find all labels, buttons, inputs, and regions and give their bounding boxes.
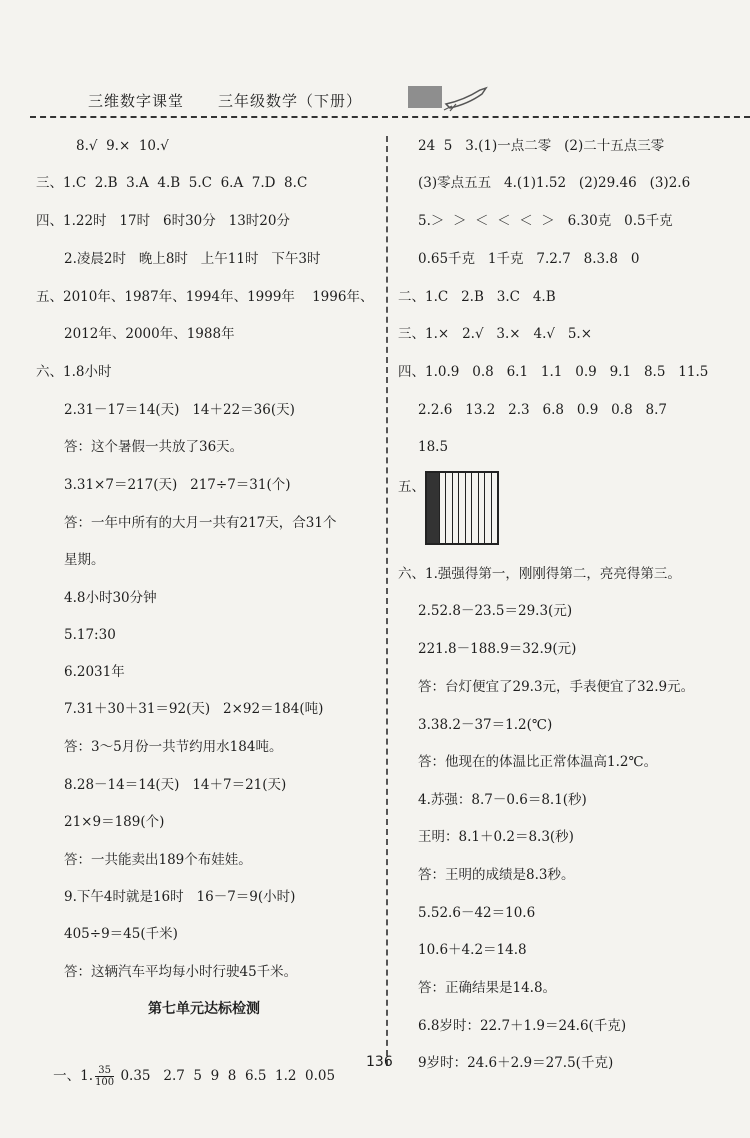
answer-line: 5.52.6－42＝10.6: [418, 905, 536, 921]
answer-line: 8.28－14＝14(天) 14＋7＝21(天): [64, 777, 287, 793]
answer-line: 答：正确结果是14.8。: [418, 980, 557, 996]
answer-line: 4.苏强：8.7－0.6＝8.1(秒): [418, 792, 587, 808]
answer-line: 7.31＋30＋31＝92(天) 2×92＝184(吨): [64, 701, 324, 717]
answer-line: 二、1.C 2.B 3.C 4.B: [398, 289, 556, 305]
answer-line: 24 5 3.(1)一点二零 (2)二十五点三零: [418, 138, 665, 154]
header-dashed-rule: [30, 116, 750, 118]
answer-line: 21×9＝189(个): [64, 814, 165, 830]
answer-rest: 0.35 2.7 5 9 8 6.5 1.2 0.05: [116, 1068, 336, 1084]
answer-line: 8.√ 9.× 10.√: [76, 138, 169, 154]
book-subject-title: 三年级数学（下册）: [218, 92, 363, 110]
book-series-title: 三维数字课堂: [88, 92, 185, 110]
answer-line: 答：一共能卖出189个布娃娃。: [64, 852, 252, 868]
page-number: 136: [366, 1054, 393, 1070]
answer-line: 6.2031年: [64, 664, 125, 680]
fraction-denominator: 100: [95, 1077, 115, 1088]
answer-line: 星期。: [64, 552, 105, 568]
answer-line: 2.31－17＝14(天) 14＋22＝36(天): [64, 402, 295, 418]
answer-line: (3)零点五五 4.(1)1.52 (2)29.46 (3)2.6: [418, 175, 691, 191]
answer-line-fraction: [36, 1040, 335, 1112]
answer-line: 3.38.2－37＝1.2(℃): [418, 717, 553, 733]
answer-line: 9岁时：24.6＋2.9＝27.5(千克): [418, 1055, 614, 1071]
answer-line: 六、1.8小时: [36, 364, 112, 380]
section-title: 第七单元达标检测: [148, 1001, 260, 1017]
answer-line: 5.17:30: [64, 627, 116, 643]
answer-line: 6.8岁时：22.7＋1.9＝24.6(千克): [418, 1018, 627, 1034]
answer-line: 2012年、2000年、1988年: [64, 326, 235, 342]
answer-line: 10.6＋4.2＝14.8: [418, 942, 527, 958]
answer-line: 3.31×7＝217(天) 217÷7＝31(个): [64, 477, 291, 493]
answer-line: 三、1.C 2.B 3.A 4.B 5.C 6.A 7.D 8.C: [36, 175, 308, 191]
answer-line: 2.2.6 13.2 2.3 6.8 0.9 0.8 8.7: [418, 402, 667, 418]
answer-line: 四、1.0.9 0.8 6.1 1.1 0.9 9.1 8.5 11.5: [398, 364, 709, 380]
column-divider: [386, 136, 388, 1066]
header-decor-block: [408, 86, 442, 108]
answer-line: 五、2010年、1987年、1994年、1999年 1996年、: [36, 289, 374, 305]
answer-line: 四、1.22时 17时 6时30分 13时20分: [36, 213, 290, 229]
answer-line: 六、1.强强得第一，刚刚得第二，亮亮得第三。: [398, 566, 681, 582]
fraction-numerator: 35: [95, 1065, 114, 1077]
answer-line: 405÷9＝45(千米): [64, 926, 178, 942]
answer-line: 0.65千克 1千克 7.2.7 8.3.8 0: [418, 251, 640, 267]
answer-line: 答：王明的成绩是8.3秒。: [418, 867, 575, 883]
rocket-icon: [442, 84, 488, 112]
answer-line: 2.52.8－23.5＝29.3(元): [418, 603, 573, 619]
answer-line: 5.＞ ＞ ＜ ＜ ＜ ＞ 6.30克 0.5千克: [418, 213, 673, 229]
answer-line: 答：他现在的体温比正常体温高1.2℃。: [418, 754, 658, 770]
answer-line: 三、1.× 2.√ 3.× 4.√ 5.×: [398, 326, 593, 342]
answer-line: 答：这个暑假一共放了36天。: [64, 439, 244, 455]
page-header: [0, 84, 750, 120]
answer-prefix: 一、1.: [53, 1068, 94, 1084]
answer-line: 4.8小时30分钟: [64, 590, 157, 606]
shaded-strip-figure: [425, 471, 499, 545]
fraction: [95, 1065, 114, 1088]
answer-line: 王明：8.1＋0.2＝8.3(秒): [418, 829, 574, 845]
answer-line: 答：3～5月份一共节约用水184吨。: [64, 739, 283, 755]
answer-line: 答：台灯便宜了29.3元，手表便宜了32.9元。: [418, 679, 695, 695]
answer-line: 答：一年中所有的大月一共有217天，合31个: [64, 515, 337, 531]
answer-line: 2.凌晨2时 晚上8时 上午11时 下午3时: [64, 251, 321, 267]
answer-line: 18.5: [418, 439, 449, 455]
shaded-part: [427, 473, 439, 543]
answer-line: 答：这辆汽车平均每小时行驶45千米。: [64, 964, 298, 980]
answer-line: 五、: [398, 479, 425, 495]
answer-line: 221.8－188.9＝32.9(元): [418, 641, 577, 657]
answer-line: 9.下午4时就是16时 16－7＝9(小时): [64, 889, 296, 905]
